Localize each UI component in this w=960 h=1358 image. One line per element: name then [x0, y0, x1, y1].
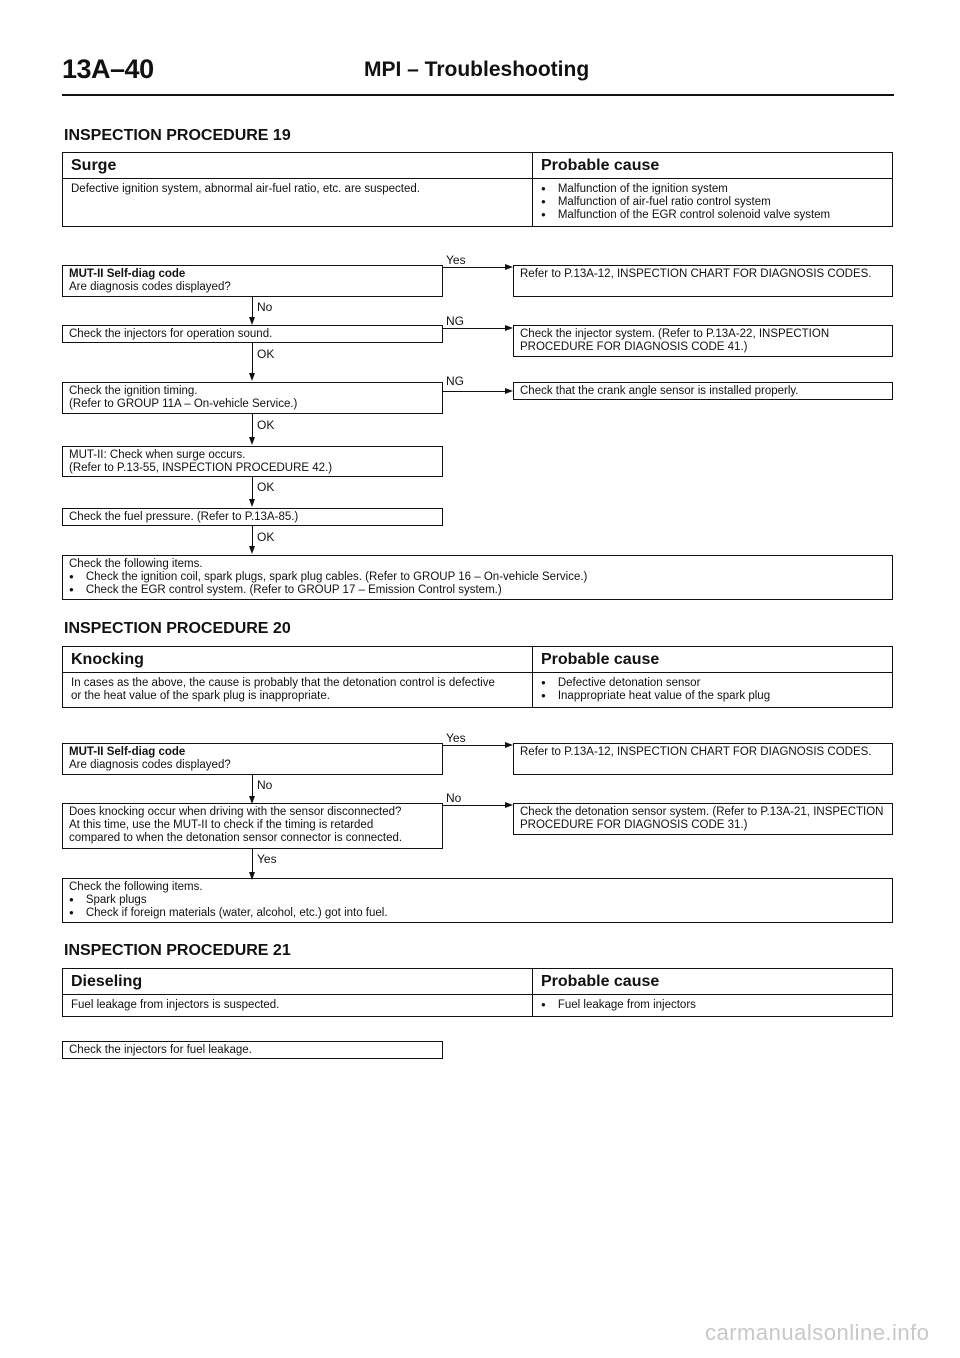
p19-ng-connector [443, 328, 505, 329]
arrow-down-icon [249, 546, 255, 554]
p20-step2-no-label: No [446, 791, 462, 805]
arrow-down-icon [249, 317, 255, 325]
cause-header: Probable cause [541, 651, 660, 668]
p20-step1-no-label: No [257, 778, 273, 792]
symptom-text [63, 673, 533, 707]
p19-step3-line1: Check the ignition timing. [69, 385, 198, 397]
arrow-down-icon [249, 373, 255, 381]
p19-step2-ok-label: OK [257, 347, 275, 361]
arrow-down-icon [249, 437, 255, 445]
p20-step1-box [62, 743, 443, 775]
p20-no-connector [252, 775, 253, 796]
p20-step2-result: Check the detonation sensor system. (Refer to P.13A-21, INSPECTION PROCEDURE FOR DIAGNOSIS CODE 31.) [513, 803, 893, 835]
p19-step1-no-label: No [257, 300, 273, 314]
p19-step1-result: Refer to P.13A-12, INSPECTION CHART FOR DIAGNOSIS CODES. [513, 265, 893, 297]
p19-step2-result: Check the injector system. (Refer to P.13A-22, INSPECTION PROCEDURE FOR DIAGNOSIS CODE 41.) [513, 325, 893, 357]
arrow-right-icon [505, 742, 513, 748]
p19-ok-connector [252, 343, 253, 373]
p20-step2-yes-label: Yes [257, 852, 277, 866]
symptom-line: In cases as the above, the cause is probably that the detonation control is defective [71, 677, 495, 689]
p20-step1-yes-label: Yes [446, 731, 466, 745]
p19-yes-connector [443, 267, 505, 268]
symptom-line: or the heat value of the spark plug is inappropriate. [71, 690, 330, 702]
p21-step1-box: Check the injectors for fuel leakage. [62, 1041, 443, 1059]
arrow-right-icon [505, 802, 513, 808]
procedure-21-table [62, 968, 893, 1017]
p20-step1-title: MUT-II Self-diag code [69, 746, 186, 758]
symptom-header: Knocking [63, 647, 533, 672]
arrow-down-icon [249, 499, 255, 507]
p19-step2-box: Check the injectors for operation sound. [62, 325, 443, 343]
p20-step1-result: Refer to P.13A-12, INSPECTION CHART FOR DIAGNOSIS CODES. [513, 743, 893, 775]
p20-final-item: ● Spark plugs [69, 894, 886, 907]
p19-step2-ng-label: NG [446, 314, 464, 328]
p20-step2-box [62, 803, 443, 849]
symptom-header: Dieseling [63, 969, 533, 994]
cause-item: ● Defective detonation sensor [541, 677, 884, 690]
cause-item: ● Fuel leakage from injectors [541, 999, 884, 1012]
p20-final-item: ● Check if foreign materials (water, alcohol, etc.) got into fuel. [69, 907, 886, 920]
p20-step2-line: compared to when the detonation sensor connector is connected. [69, 832, 403, 844]
p20-final-box [62, 878, 893, 923]
symptom-text: Fuel leakage from injectors is suspected. [63, 995, 533, 1016]
procedure-19-title: INSPECTION PROCEDURE 19 [64, 127, 291, 144]
p19-step3-ok-label: OK [257, 418, 275, 432]
procedure-20-title: INSPECTION PROCEDURE 20 [64, 620, 291, 637]
p19-step1-yes-label: Yes [446, 253, 466, 267]
p19-step5-box: Check the fuel pressure. (Refer to P.13A-85.) [62, 508, 443, 526]
p19-step4-ok-label: OK [257, 480, 275, 494]
p19-ng2-connector [443, 391, 505, 392]
procedure-21-title: INSPECTION PROCEDURE 21 [64, 942, 291, 959]
p19-step1-box [62, 265, 443, 297]
p19-step3-box [62, 382, 443, 414]
p19-step1-question: Are diagnosis codes displayed? [69, 281, 231, 293]
cause-item: ● Malfunction of air-fuel ratio control system [541, 196, 884, 209]
cause-item: ● Malfunction of the ignition system [541, 183, 884, 196]
procedure-19-table [62, 152, 893, 227]
p19-final-item: ● Check the ignition coil, spark plugs, spark plug cables. (Refer to GROUP 16 – On-vehicle Service.) [69, 571, 886, 584]
symptom-text: Defective ignition system, abnormal air-fuel ratio, etc. are suspected. [63, 179, 533, 226]
cause-header: Probable cause [541, 157, 660, 174]
cause-list [533, 995, 892, 1016]
p19-step4-line2: (Refer to P.13-55, INSPECTION PROCEDURE 42.) [69, 462, 333, 474]
p19-ok4-connector [252, 526, 253, 546]
p20-yes-connector [443, 745, 505, 746]
cause-item: ● Malfunction of the EGR control solenoid valve system [541, 209, 884, 222]
p20-yes2-connector [252, 849, 253, 872]
p20-step2-line: At this time, use the MUT-II to check if the timing is retarded [69, 819, 374, 831]
cause-item: ● Inappropriate heat value of the spark plug [541, 690, 884, 703]
p19-step3-result: Check that the crank angle sensor is installed properly. [513, 382, 893, 400]
p19-ok3-connector [252, 477, 253, 499]
p19-final-box [62, 555, 893, 600]
p20-no2-connector [443, 805, 505, 806]
header-divider [62, 94, 894, 96]
p20-step1-question: Are diagnosis codes displayed? [69, 759, 231, 771]
page-title: MPI – Troubleshooting [364, 58, 590, 81]
p19-final-title: Check the following items. [69, 558, 203, 570]
cause-list [533, 179, 892, 226]
p19-step1-title: MUT-II Self-diag code [69, 268, 186, 280]
arrow-right-icon [505, 325, 513, 331]
p20-step2-line: Does knocking occur when driving with the sensor disconnected? [69, 806, 402, 818]
p19-step3-ng-label: NG [446, 374, 464, 388]
p19-step3-line2: (Refer to GROUP 11A – On-vehicle Service.) [69, 398, 298, 410]
watermark: carmanualsonline.info [705, 1320, 930, 1345]
arrow-right-icon [505, 264, 513, 270]
p19-step4-line1: MUT-II: Check when surge occurs. [69, 449, 246, 461]
cause-header: Probable cause [541, 973, 660, 990]
procedure-20-table [62, 646, 893, 708]
p19-final-item: ● Check the EGR control system. (Refer to GROUP 17 – Emission Control system.) [69, 584, 886, 597]
p19-step5-ok-label: OK [257, 530, 275, 544]
symptom-header: Surge [63, 153, 533, 178]
p19-no-connector [252, 297, 253, 317]
cause-list [533, 673, 892, 707]
page-number: 13A–40 [62, 54, 154, 84]
arrow-right-icon [505, 388, 513, 394]
p19-ok2-connector [252, 414, 253, 437]
p19-step4-box [62, 446, 443, 477]
p20-final-title: Check the following items. [69, 881, 203, 893]
